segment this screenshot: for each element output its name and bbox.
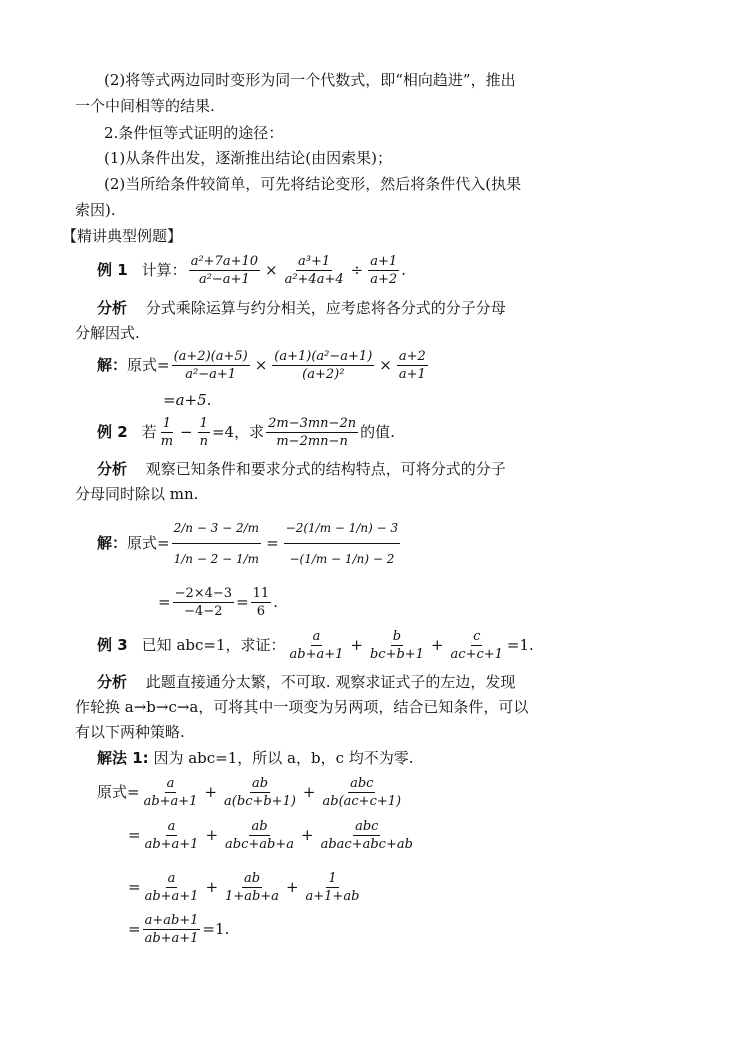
analysis-text: 分式乘除运算与约分相关，应考虑将各分式的分子分母 [145,299,506,317]
fraction: $\frac{a}{ab+a+1}$ [144,870,199,904]
times-sign: × [265,261,278,279]
fraction: $\frac{-2\times 4-3}{-4-2}$ [174,585,233,619]
solution-label: 解： [97,534,128,552]
intro-line-4: (1)从条件出发，逐渐推出结论(由因索果)； [104,149,392,167]
solution-prefix: 原式= [97,783,140,801]
method-1-text: 因为 abc=1，所以 a，b，c 均不为零. [153,749,414,767]
intro-line-3: 2.条件恒等式证明的途径： [104,124,284,142]
analysis-label: 分析 [97,299,128,317]
prompt-text: =4，求 [211,423,265,441]
intro-line-2: 一个中间相等的结果. [75,97,215,115]
fraction: $\frac{\text{a²+7a+10}}{\text{a²−a+1}}$ [190,253,258,287]
solution-prefix: 原式= [127,356,170,374]
compound-fraction: $\frac{2/n - 3 - 2/m}{1/n - 2 - 1/m}$ [172,514,261,573]
example-2-label: 例 2 [97,423,128,441]
prompt-text: 若 [141,423,157,441]
period: . [401,261,406,279]
method-1 [97,748,414,768]
example-3-analysis-cont-1: 作轮换 a→b→c→a，可将其中一项变为另两项，结合已知条件，可以 [75,698,529,716]
plus-sign: + [301,826,314,844]
example-2-analysis-cont: 分母同时除以 mn. [75,485,199,503]
intro-line-5: (2)当所给条件较简单，可先将结论变形，然后将条件代入(执果 [104,175,522,193]
fraction: $\frac{1}{a+1+ab}$ [305,870,360,904]
example-1-prompt: 计算： [141,261,187,279]
fraction: $\frac{a}{ab+a+1}$ [289,628,344,662]
intro-line-1: (2)将等式两边同时变形为同一个代数式，即“相向趋进”，推出 [104,71,516,89]
equals-sign: = [158,593,171,611]
example-1-analysis-cont: 分解因式. [75,324,140,342]
section-heading: 【精讲典型例题】 [62,227,183,245]
analysis-text: 此题直接通分太繁，不可取. 观察求证式子的左边，发现 [145,673,516,691]
compound-fraction: $\frac{-2(1/m - 1/n) - 3}{-(1/m - 1/n) - 2}$ [284,514,401,573]
fraction: $\frac{(a+2)(a+5)}{\text{a²−a+1}}$ [173,348,248,382]
example-1 [97,252,406,288]
fraction: $\frac{a+ab+1}{ab+a+1}$ [144,912,199,946]
times-sign: × [254,356,268,374]
fraction: $\frac{ab}{a(bc+b+1)}$ [224,775,296,809]
plus-sign: + [205,878,219,896]
equals-sign: = [266,534,279,552]
analysis-label: 分析 [97,673,128,691]
fraction: $\frac{\text{a³+1}}{\text{a²+4a+4}}$ [284,253,344,287]
fraction: $\frac{c}{ac+c+1}$ [450,628,503,662]
equals-sign: = [128,920,141,938]
analysis-text: 观察已知条件和要求分式的结构特点，可将分式的分子 [145,460,506,478]
derivation-row-4 [128,910,229,948]
plus-sign: + [350,636,363,654]
times-sign: × [379,356,392,374]
intro-line-6: 索因). [75,201,116,219]
fraction: $\frac{2m-3mn-2n}{m-2mn-n}$ [268,415,357,449]
equals-sign: = [128,878,141,896]
derivation-row-2 [128,816,417,854]
fraction: $\frac{\text{abc}}{\text{abac+abc+ab}}$ [320,818,413,852]
plus-sign: + [430,636,444,654]
analysis-label: 分析 [97,460,128,478]
example-3-analysis [97,672,515,692]
period: . [273,593,278,611]
example-2-result [158,584,278,620]
fraction: $\frac{ab}{1+ab+a}$ [225,870,279,904]
derivation-row-1 [97,773,405,811]
plus-sign: + [285,878,299,896]
equals-sign: = [236,593,249,611]
fraction: $\frac{\text{(a+1)(a²−a+1)}}{\text{(a+2)²}}$ [274,348,373,382]
plus-sign: + [204,783,218,801]
fraction: $\frac{a}{ab+a+1}$ [144,818,199,852]
fraction: $\frac{11}{6}$ [252,585,270,619]
example-1-label: 例 1 [97,261,128,279]
prompt-text: 已知 abc=1，求证： [141,636,286,654]
example-1-result: =a+5. [163,391,212,409]
example-3-analysis-cont-2: 有以下两种策略. [75,723,185,741]
example-2 [97,414,395,450]
fraction: $\frac{\text{abc}}{ab(ac+c+1)}$ [322,775,402,809]
minus-sign: − [180,423,193,441]
fraction: $\frac{1}{n}$ [199,415,208,449]
method-1-label: 解法 1: [97,749,149,767]
fraction: $\frac{1}{m}$ [160,415,174,449]
example-1-analysis [97,298,506,318]
fraction: $\frac{ab}{\text{abc+ab+a}}$ [225,818,295,852]
example-2-solution [97,508,402,578]
example-2-analysis [97,459,506,479]
plus-sign: + [205,826,219,844]
example-3-label: 例 3 [97,636,128,654]
equals-sign: = [128,826,141,844]
fraction: $\frac{a+1}{a+2}$ [370,253,398,287]
solution-prefix: 原式= [127,534,170,552]
example-3 [97,627,534,663]
divide-sign: ÷ [350,261,364,279]
plus-sign: + [302,783,316,801]
example-1-solution [97,346,430,384]
prompt-text: =1. [506,636,534,654]
solution-label: 解： [97,356,128,374]
fraction: $\frac{b}{bc+b+1}$ [369,628,424,662]
derivation-row-3 [128,868,363,906]
fraction: $\frac{a+2}{a+1}$ [398,348,426,382]
final-result: =1. [202,920,230,938]
prompt-text: 的值. [360,423,395,441]
fraction: $\frac{a}{ab+a+1}$ [143,775,198,809]
